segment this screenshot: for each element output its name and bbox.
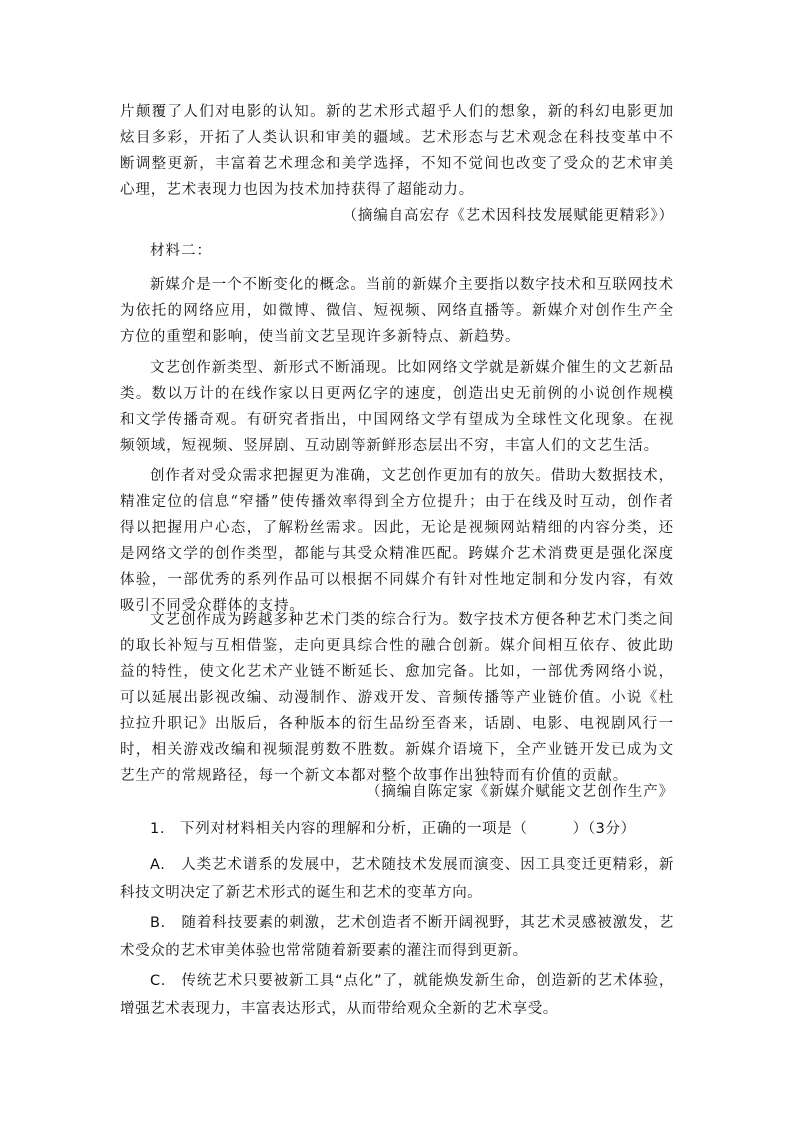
passage-paragraph xyxy=(120,355,674,459)
answer-option-b xyxy=(120,909,674,965)
question-stem-text: 1. 下列对材料相关内容的理解和分析，正确的一项是（ ）（3分） xyxy=(150,821,636,837)
source-citation: （摘编自陈定家《新媒介赋能文艺创作生产》 xyxy=(366,784,674,800)
option-text: C. 传统艺术只要被新工具“点化”了，就能焕发新生命，创造新的艺术体验，增强艺术表现力，丰富表达形式，从而带给观众全新的艺术享受。 xyxy=(120,973,674,1017)
paragraph-text: 创作者对受众需求把握更为准确，文艺创作更加有的放矢。借助大数据技术，精准定位的信息“窄播”使传播效率得到全方位提升；由于在线及时互动，创作者得以把握用户心态，了解粉丝需求。因此，无论是视频网站精细的内容分类，还是网络文学的创作类型，都能与其受众精准匹配。跨媒介艺术消费更是强化深度体验，一部优秀的系列作品可以根据不同媒介有针对性地定制和分发内容，有效吸引不同受众群体的支持。 xyxy=(120,468,674,614)
paragraph-text: 文艺创作成为跨越多种艺术门类的综合行为。数字技术方便各种艺术门类之间的取长补短与互相借鉴，走向更具综合性的融合创新。媒介间相互依存、彼此助益的特性，使文化艺术产业链不断延长、愈加完备。比如，一部优秀网络小说，可以延展出影视改编、动漫制作、游戏开发、音频传播等产业链价值。小说《杜拉拉升职记》出版后，各种版本的衍生品纷至沓来，话剧、电影、电视剧风行一时，相关游戏改编和视频混剪数不胜数。新媒介语境下，全产业链开发已成为文艺生产的常规路径，每一个新文本都对整个故事作出独特而有价值的贡献。 xyxy=(120,612,674,784)
answer-option-a xyxy=(120,851,674,907)
answer-option-c xyxy=(120,967,674,1023)
passage-paragraph xyxy=(120,272,674,350)
paragraph-text: 新媒介是一个不断变化的概念。当前的新媒介主要指以数字技术和互联网技术为依托的网络应用，如微博、微信、短视频、网络直播等。新媒介对创作生产全方位的重塑和影响，使当前文艺呈现许多新特点、新趋势。 xyxy=(120,277,674,345)
passage-paragraph xyxy=(120,463,674,619)
option-text: A. 人类艺术谱系的发展中，艺术随技术发展而演变、因工具变迁更精彩，新科技文明决定了新艺术形式的诞生和艺术的变革方向。 xyxy=(120,857,674,901)
question-stem xyxy=(120,815,674,843)
source-citation: （摘编自高宏存《艺术因科技发展赋能更精彩》） xyxy=(342,208,674,224)
material-label: 材料二： xyxy=(150,243,212,259)
paragraph-text: 片颠覆了人们对电影的认知。新的艺术形式超乎人们的想象，新的科幻电影更加炫目多彩，开拓了人类认识和审美的疆域。艺术形态与艺术观念在科技变革中不断调整更新，丰富着艺术理念和美学选择，不知不觉间也改变了受众的艺术审美心理，艺术表现力也因为技术加持获得了超能动力。 xyxy=(120,104,674,198)
option-text: B. 随着科技要素的刺激，艺术创造者不断开阔视野，其艺术灵感被激发，艺术受众的艺术审美体验也常常随着新要素的灌注而得到更新。 xyxy=(120,915,674,959)
passage-paragraph xyxy=(120,99,674,203)
paragraph-text: 文艺创作新类型、新形式不断涌现。比如网络文学就是新媒介催生的文艺新品类。数以万计的在线作家以日更两亿字的速度，创造出史无前例的小说创作规模和文学传播奇观。有研究者指出，中国网络文学有望成为全球性文化现象。在视频领域，短视频、竖屏剧、互动剧等新鲜形态层出不穷，丰富人们的文艺生活。 xyxy=(120,360,674,454)
passage-paragraph xyxy=(120,607,674,789)
